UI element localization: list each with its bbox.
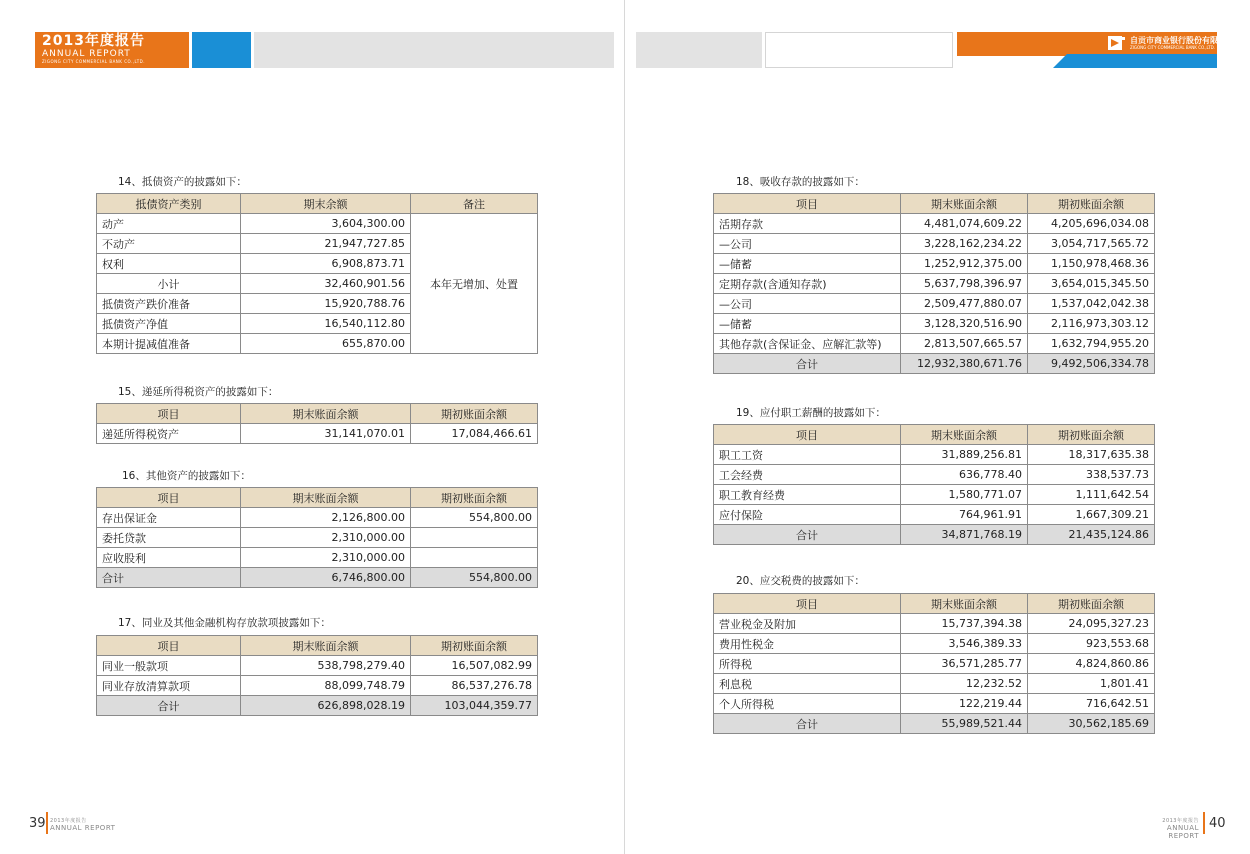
row-label: 本期计提减值准备 [97, 334, 241, 354]
row-label: 费用性税金 [714, 634, 901, 654]
col-header: 期末余额 [241, 194, 411, 214]
cell-value: 6,908,873.71 [241, 254, 411, 274]
cell-value: 1,580,771.07 [901, 485, 1028, 505]
row-label: 活期存款 [714, 214, 901, 234]
bank-name-en: ZIGONG CITY COMMERCIAL BANK CO.,LTD. [1130, 45, 1215, 50]
table-row [714, 254, 1155, 274]
right-footer-small: 2013年度报告 [1162, 818, 1199, 824]
cell-value: 338,537.73 [1028, 465, 1155, 485]
col-header: 抵债资产类别 [97, 194, 241, 214]
employee-compensation-table [713, 424, 1155, 545]
table-row [714, 274, 1155, 294]
cell-value: 636,778.40 [901, 465, 1028, 485]
section-16-title: 16、其他资产的披露如下： [122, 470, 251, 482]
table-row [97, 214, 538, 234]
deposits-table [713, 193, 1155, 374]
total-row [714, 525, 1155, 545]
cell-value: 1,252,912,375.00 [901, 254, 1028, 274]
col-header: 期末账面余额 [901, 194, 1028, 214]
row-label: 委托贷款 [97, 528, 241, 548]
right-footer-annual: ANNUAL REPORT [1166, 824, 1199, 840]
section-20-title: 20、应交税费的披露如下： [736, 575, 865, 587]
left-footer-divider [46, 812, 48, 834]
cell-value: 36,571,285.77 [901, 654, 1028, 674]
cell-value: 15,920,788.76 [241, 294, 411, 314]
row-label: 个人所得税 [714, 694, 901, 714]
bank-name: 自贡市商业银行股份有限公司 [1130, 36, 1234, 45]
cell-value: 4,481,074,609.22 [901, 214, 1028, 234]
cell-value: 32,460,901.56 [241, 274, 411, 294]
row-label: 动产 [97, 214, 241, 234]
left-header-blue-bar [192, 32, 251, 68]
cell-value: 18,317,635.38 [1028, 445, 1155, 465]
report-title-en: ANNUAL REPORT [42, 49, 131, 59]
cell-value: 3,228,162,234.22 [901, 234, 1028, 254]
cell-value: 2,813,507,665.57 [901, 334, 1028, 354]
cell-value: 88,099,748.79 [241, 676, 411, 696]
table-header-row [714, 594, 1155, 614]
row-label: 不动产 [97, 234, 241, 254]
cell-value: 16,540,112.80 [241, 314, 411, 334]
cell-value: 55,989,521.44 [901, 714, 1028, 734]
left-page-number: 39 [29, 816, 46, 831]
table-row [97, 508, 538, 528]
row-label: 应付保险 [714, 505, 901, 525]
row-label: 合计 [714, 354, 901, 374]
cell-value: 2,509,477,880.07 [901, 294, 1028, 314]
col-header: 项目 [97, 636, 241, 656]
section-15-title: 15、递延所得税资产的披露如下： [118, 386, 279, 398]
row-label: 工会经费 [714, 465, 901, 485]
cell-value: 31,141,070.01 [241, 424, 411, 444]
cell-value: 554,800.00 [411, 568, 538, 588]
total-row [714, 354, 1155, 374]
cell-value: 626,898,028.19 [241, 696, 411, 716]
cell-value: 3,604,300.00 [241, 214, 411, 234]
cell-value: 538,798,279.40 [241, 656, 411, 676]
col-header: 期末账面余额 [901, 425, 1028, 445]
cell-value: 3,654,015,345.50 [1028, 274, 1155, 294]
right-header-grey-bar [636, 32, 762, 68]
left-footer-label [50, 818, 115, 832]
row-label: 职工教育经费 [714, 485, 901, 505]
table-header-row [97, 488, 538, 508]
col-header: 期末账面余额 [241, 404, 411, 424]
cell-value: 24,095,327.23 [1028, 614, 1155, 634]
row-label: 合计 [714, 714, 901, 734]
left-footer-annual: ANNUAL REPORT [50, 824, 116, 832]
col-header: 期初账面余额 [1028, 594, 1155, 614]
cell-value: 15,737,394.38 [901, 614, 1028, 634]
cell-value: 1,667,309.21 [1028, 505, 1155, 525]
cell-value: 30,562,185.69 [1028, 714, 1155, 734]
cell-value: 655,870.00 [241, 334, 411, 354]
row-label: 小计 [97, 274, 241, 294]
col-header: 项目 [714, 594, 901, 614]
col-header: 项目 [97, 404, 241, 424]
cell-value: 1,537,042,042.38 [1028, 294, 1155, 314]
col-header: 项目 [714, 425, 901, 445]
cell-value: 1,150,978,468.36 [1028, 254, 1155, 274]
cell-value: 5,637,798,396.97 [901, 274, 1028, 294]
cell-value: 12,932,380,671.76 [901, 354, 1028, 374]
bank-emblem-icon [1108, 35, 1126, 51]
cell-value: 1,111,642.54 [1028, 485, 1155, 505]
row-label: —公司 [714, 294, 901, 314]
cell-value: 716,642.51 [1028, 694, 1155, 714]
cell-value: 34,871,768.19 [901, 525, 1028, 545]
table-row [97, 548, 538, 568]
row-label: 递延所得税资产 [97, 424, 241, 444]
table-row [714, 214, 1155, 234]
table-header-row [97, 404, 538, 424]
section-17-title: 17、同业及其他金融机构存放款项披露如下： [118, 617, 331, 629]
row-label: 权利 [97, 254, 241, 274]
cell-value: 4,205,696,034.08 [1028, 214, 1155, 234]
remark-cell: 本年无增加、处置 [411, 214, 538, 354]
cell-value: 86,537,276.78 [411, 676, 538, 696]
cell-value: 3,128,320,516.90 [901, 314, 1028, 334]
other-assets-table [96, 487, 538, 588]
col-header: 期初账面余额 [411, 636, 538, 656]
col-header: 项目 [97, 488, 241, 508]
cell-value: 122,219.44 [901, 694, 1028, 714]
right-header-blue-stripe [957, 54, 1217, 68]
table-row [714, 445, 1155, 465]
cell-value: 9,492,506,334.78 [1028, 354, 1155, 374]
cell-value [411, 548, 538, 568]
right-footer-divider [1203, 812, 1205, 834]
left-header-grey-bar [254, 32, 614, 68]
total-row [97, 568, 538, 588]
row-label: 所得税 [714, 654, 901, 674]
total-row [97, 696, 538, 716]
page-spine [624, 0, 625, 854]
cell-value: 2,116,973,303.12 [1028, 314, 1155, 334]
cell-value: 21,435,124.86 [1028, 525, 1155, 545]
row-label: 存出保证金 [97, 508, 241, 528]
cell-value: 4,824,860.86 [1028, 654, 1155, 674]
cell-value: 6,746,800.00 [241, 568, 411, 588]
section-18-title: 18、吸收存款的披露如下： [736, 176, 865, 188]
table-row [714, 334, 1155, 354]
report-title: 2013年度报告 [42, 33, 145, 49]
cell-value: 764,961.91 [901, 505, 1028, 525]
cell-value: 3,546,389.33 [901, 634, 1028, 654]
row-label: 合计 [714, 525, 901, 545]
deferred-tax-assets-table [96, 403, 538, 444]
cell-value: 554,800.00 [411, 508, 538, 528]
cell-value: 12,232.52 [901, 674, 1028, 694]
table-row [714, 465, 1155, 485]
right-footer-label [1145, 818, 1199, 840]
row-label: 同业存放清算款项 [97, 676, 241, 696]
right-page-number: 40 [1209, 816, 1226, 831]
row-label: 合计 [97, 696, 241, 716]
table-row [714, 485, 1155, 505]
col-header: 期初账面余额 [411, 488, 538, 508]
cell-value: 2,310,000.00 [241, 548, 411, 568]
right-header-white-box [765, 32, 953, 68]
row-label: 定期存款(含通知存款) [714, 274, 901, 294]
col-header: 期初账面余额 [1028, 425, 1155, 445]
cell-value: 923,553.68 [1028, 634, 1155, 654]
table-header-row [97, 194, 538, 214]
row-label: —储蓄 [714, 254, 901, 274]
row-label: 应收股利 [97, 548, 241, 568]
table-row [97, 528, 538, 548]
left-footer-small: 2013年度报告 [50, 818, 87, 824]
cell-value: 103,044,359.77 [411, 696, 538, 716]
cell-value: 31,889,256.81 [901, 445, 1028, 465]
interbank-deposits-table [96, 635, 538, 716]
col-header: 备注 [411, 194, 538, 214]
table-row [714, 694, 1155, 714]
row-label: 利息税 [714, 674, 901, 694]
cell-value: 1,632,794,955.20 [1028, 334, 1155, 354]
table-row [97, 656, 538, 676]
row-label: —储蓄 [714, 314, 901, 334]
col-header: 期初账面余额 [1028, 194, 1155, 214]
table-row [714, 614, 1155, 634]
annual-report-logo [42, 33, 145, 64]
cell-value: 2,310,000.00 [241, 528, 411, 548]
table-row [714, 294, 1155, 314]
cell-value: 21,947,727.85 [241, 234, 411, 254]
row-label: 抵债资产跌价准备 [97, 294, 241, 314]
cell-value: 2,126,800.00 [241, 508, 411, 528]
row-label: 其他存款(含保证金、应解汇款等) [714, 334, 901, 354]
cell-value: 16,507,082.99 [411, 656, 538, 676]
section-14-title: 14、抵债资产的披露如下： [118, 176, 247, 188]
row-label: 抵债资产净值 [97, 314, 241, 334]
section-19-title: 19、应付职工薪酬的披露如下： [736, 407, 886, 419]
taxes-payable-table [713, 593, 1155, 734]
cell-value: 3,054,717,565.72 [1028, 234, 1155, 254]
col-header: 期末账面余额 [241, 488, 411, 508]
row-label: 合计 [97, 568, 241, 588]
table-row [714, 674, 1155, 694]
table-row [714, 654, 1155, 674]
table-row [714, 234, 1155, 254]
col-header: 期末账面余额 [901, 594, 1028, 614]
table-row [714, 634, 1155, 654]
row-label: 营业税金及附加 [714, 614, 901, 634]
table-header-row [714, 425, 1155, 445]
cell-value: 17,084,466.61 [411, 424, 538, 444]
table-header-row [714, 194, 1155, 214]
row-label: —公司 [714, 234, 901, 254]
cell-value: 1,801.41 [1028, 674, 1155, 694]
col-header: 项目 [714, 194, 901, 214]
col-header: 期末账面余额 [241, 636, 411, 656]
row-label: 同业一般款项 [97, 656, 241, 676]
table-row [97, 424, 538, 444]
total-row [714, 714, 1155, 734]
foreclosed-assets-table [96, 193, 538, 354]
table-row [714, 314, 1155, 334]
table-row [97, 676, 538, 696]
table-row [714, 505, 1155, 525]
row-label: 职工工资 [714, 445, 901, 465]
col-header: 期初账面余额 [411, 404, 538, 424]
bank-name-en-small: ZIGONG CITY COMMERCIAL BANK CO.,LTD. [42, 59, 145, 64]
table-header-row [97, 636, 538, 656]
cell-value [411, 528, 538, 548]
